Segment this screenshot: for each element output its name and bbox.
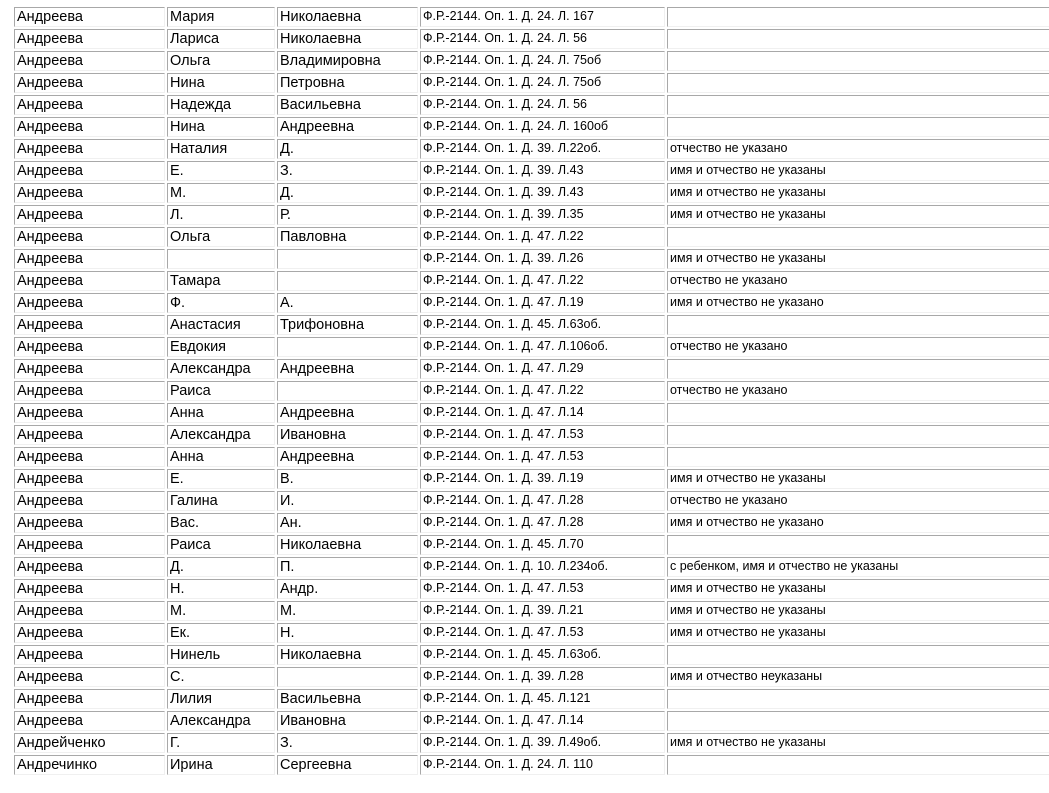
table-row bbox=[14, 425, 1049, 445]
archive-reference-cell: Ф.Р.-2144. Оп. 1. Д. 39. Л.19 bbox=[420, 469, 665, 489]
note-cell bbox=[667, 535, 1049, 555]
surname-cell: Андреева bbox=[14, 645, 165, 665]
patronymic-cell: Петровна bbox=[277, 73, 418, 93]
surname-cell: Андреева bbox=[14, 29, 165, 49]
table-row bbox=[14, 227, 1049, 247]
note-cell: имя и отчество неуказаны bbox=[667, 667, 1049, 687]
first-name-cell: Александра bbox=[167, 711, 275, 731]
table-row bbox=[14, 205, 1049, 225]
surname-cell: Андреева bbox=[14, 381, 165, 401]
table-row bbox=[14, 689, 1049, 709]
archive-reference-cell: Ф.Р.-2144. Оп. 1. Д. 39. Л.22об. bbox=[420, 139, 665, 159]
patronymic-cell: В. bbox=[277, 469, 418, 489]
patronymic-cell: Андреевна bbox=[277, 359, 418, 379]
surname-cell: Андречинко bbox=[14, 755, 165, 775]
archive-reference-cell: Ф.Р.-2144. Оп. 1. Д. 47. Л.22 bbox=[420, 271, 665, 291]
patronymic-cell: Васильевна bbox=[277, 95, 418, 115]
note-cell: отчество не указано bbox=[667, 271, 1049, 291]
table-row bbox=[14, 535, 1049, 555]
note-cell: с ребенком, имя и отчество не указаны bbox=[667, 557, 1049, 577]
note-cell: отчество не указано bbox=[667, 337, 1049, 357]
first-name-cell: Анастасия bbox=[167, 315, 275, 335]
note-cell: отчество не указано bbox=[667, 139, 1049, 159]
first-name-cell: М. bbox=[167, 183, 275, 203]
table-row bbox=[14, 183, 1049, 203]
archive-reference-cell: Ф.Р.-2144. Оп. 1. Д. 24. Л. 56 bbox=[420, 95, 665, 115]
surname-cell: Андреева bbox=[14, 271, 165, 291]
table-row bbox=[14, 73, 1049, 93]
surname-cell: Андреева bbox=[14, 337, 165, 357]
table-row bbox=[14, 667, 1049, 687]
patronymic-cell: Д. bbox=[277, 183, 418, 203]
first-name-cell: Ф. bbox=[167, 293, 275, 313]
archive-reference-cell: Ф.Р.-2144. Оп. 1. Д. 39. Л.43 bbox=[420, 161, 665, 181]
surname-cell: Андреева bbox=[14, 161, 165, 181]
note-cell bbox=[667, 117, 1049, 137]
patronymic-cell: Павловна bbox=[277, 227, 418, 247]
surname-cell: Андреева bbox=[14, 315, 165, 335]
first-name-cell: Е. bbox=[167, 161, 275, 181]
first-name-cell: Д. bbox=[167, 557, 275, 577]
archive-reference-cell: Ф.Р.-2144. Оп. 1. Д. 10. Л.234об. bbox=[420, 557, 665, 577]
first-name-cell: Анна bbox=[167, 403, 275, 423]
patronymic-cell bbox=[277, 249, 418, 269]
archive-reference-cell: Ф.Р.-2144. Оп. 1. Д. 47. Л.19 bbox=[420, 293, 665, 313]
archive-reference-cell: Ф.Р.-2144. Оп. 1. Д. 39. Л.43 bbox=[420, 183, 665, 203]
table-row bbox=[14, 51, 1049, 71]
note-cell bbox=[667, 315, 1049, 335]
note-cell: имя и отчество не указаны bbox=[667, 623, 1049, 643]
table-row bbox=[14, 491, 1049, 511]
table-row bbox=[14, 7, 1049, 27]
first-name-cell: Вас. bbox=[167, 513, 275, 533]
surname-cell: Андреева bbox=[14, 447, 165, 467]
table-row bbox=[14, 139, 1049, 159]
patronymic-cell: Владимировна bbox=[277, 51, 418, 71]
patronymic-cell: Васильевна bbox=[277, 689, 418, 709]
first-name-cell: Л. bbox=[167, 205, 275, 225]
patronymic-cell: Д. bbox=[277, 139, 418, 159]
note-cell: отчество не указано bbox=[667, 491, 1049, 511]
patronymic-cell: Андр. bbox=[277, 579, 418, 599]
patronymic-cell bbox=[277, 271, 418, 291]
patronymic-cell: Ан. bbox=[277, 513, 418, 533]
note-cell bbox=[667, 227, 1049, 247]
note-cell: имя и отчество не указаны bbox=[667, 733, 1049, 753]
patronymic-cell bbox=[277, 337, 418, 357]
note-cell: имя и отчество не указано bbox=[667, 513, 1049, 533]
surname-cell: Андреева bbox=[14, 293, 165, 313]
note-cell bbox=[667, 645, 1049, 665]
patronymic-cell bbox=[277, 667, 418, 687]
first-name-cell: Тамара bbox=[167, 271, 275, 291]
first-name-cell: Раиса bbox=[167, 381, 275, 401]
table-row bbox=[14, 601, 1049, 621]
patronymic-cell: Р. bbox=[277, 205, 418, 225]
surname-cell: Андреева bbox=[14, 557, 165, 577]
note-cell: имя и отчество не указаны bbox=[667, 183, 1049, 203]
note-cell: имя и отчество не указаны bbox=[667, 161, 1049, 181]
patronymic-cell: А. bbox=[277, 293, 418, 313]
surname-cell: Андреева bbox=[14, 513, 165, 533]
note-cell bbox=[667, 447, 1049, 467]
first-name-cell: Лариса bbox=[167, 29, 275, 49]
first-name-cell: Нина bbox=[167, 73, 275, 93]
archive-reference-cell: Ф.Р.-2144. Оп. 1. Д. 47. Л.28 bbox=[420, 491, 665, 511]
surname-cell: Андреева bbox=[14, 491, 165, 511]
patronymic-cell: М. bbox=[277, 601, 418, 621]
patronymic-cell: Николаевна bbox=[277, 7, 418, 27]
first-name-cell: Анна bbox=[167, 447, 275, 467]
archive-reference-cell: Ф.Р.-2144. Оп. 1. Д. 47. Л.106об. bbox=[420, 337, 665, 357]
note-cell bbox=[667, 425, 1049, 445]
first-name-cell: Н. bbox=[167, 579, 275, 599]
surname-cell: Андреева bbox=[14, 117, 165, 137]
note-cell: имя и отчество не указаны bbox=[667, 249, 1049, 269]
archive-reference-cell: Ф.Р.-2144. Оп. 1. Д. 39. Л.49об. bbox=[420, 733, 665, 753]
note-cell: имя и отчество не указаны bbox=[667, 469, 1049, 489]
table-row bbox=[14, 337, 1049, 357]
first-name-cell: Раиса bbox=[167, 535, 275, 555]
first-name-cell: Ек. bbox=[167, 623, 275, 643]
note-cell: имя и отчество не указаны bbox=[667, 601, 1049, 621]
table-row bbox=[14, 315, 1049, 335]
note-cell: имя и отчество не указаны bbox=[667, 205, 1049, 225]
archive-reference-cell: Ф.Р.-2144. Оп. 1. Д. 24. Л. 160об bbox=[420, 117, 665, 137]
patronymic-cell: Николаевна bbox=[277, 29, 418, 49]
surname-cell: Андрейченко bbox=[14, 733, 165, 753]
first-name-cell: Г. bbox=[167, 733, 275, 753]
surname-cell: Андреева bbox=[14, 623, 165, 643]
first-name-cell: Е. bbox=[167, 469, 275, 489]
note-cell bbox=[667, 51, 1049, 71]
surname-cell: Андреева bbox=[14, 51, 165, 71]
table-row bbox=[14, 447, 1049, 467]
surname-cell: Андреева bbox=[14, 227, 165, 247]
table-row bbox=[14, 755, 1049, 775]
note-cell bbox=[667, 403, 1049, 423]
surname-cell: Андреева bbox=[14, 95, 165, 115]
archive-reference-cell: Ф.Р.-2144. Оп. 1. Д. 47. Л.53 bbox=[420, 425, 665, 445]
first-name-cell bbox=[167, 249, 275, 269]
table-row bbox=[14, 733, 1049, 753]
archive-reference-cell: Ф.Р.-2144. Оп. 1. Д. 45. Л.121 bbox=[420, 689, 665, 709]
archive-reference-cell: Ф.Р.-2144. Оп. 1. Д. 47. Л.14 bbox=[420, 711, 665, 731]
patronymic-cell: Н. bbox=[277, 623, 418, 643]
first-name-cell: Ольга bbox=[167, 51, 275, 71]
table-row bbox=[14, 95, 1049, 115]
archive-reference-cell: Ф.Р.-2144. Оп. 1. Д. 47. Л.28 bbox=[420, 513, 665, 533]
surname-cell: Андреева bbox=[14, 579, 165, 599]
records-table bbox=[12, 5, 1049, 777]
patronymic-cell: Николаевна bbox=[277, 535, 418, 555]
note-cell bbox=[667, 73, 1049, 93]
surname-cell: Андреева bbox=[14, 601, 165, 621]
table-row bbox=[14, 557, 1049, 577]
table-row bbox=[14, 711, 1049, 731]
table-row bbox=[14, 249, 1049, 269]
surname-cell: Андреева bbox=[14, 469, 165, 489]
table-row bbox=[14, 29, 1049, 49]
archive-reference-cell: Ф.Р.-2144. Оп. 1. Д. 24. Л. 110 bbox=[420, 755, 665, 775]
archive-reference-cell: Ф.Р.-2144. Оп. 1. Д. 24. Л. 75об bbox=[420, 73, 665, 93]
table-row bbox=[14, 161, 1049, 181]
first-name-cell: Мария bbox=[167, 7, 275, 27]
first-name-cell: С. bbox=[167, 667, 275, 687]
records-body bbox=[14, 7, 1049, 775]
note-cell bbox=[667, 755, 1049, 775]
table-row bbox=[14, 381, 1049, 401]
archive-reference-cell: Ф.Р.-2144. Оп. 1. Д. 24. Л. 56 bbox=[420, 29, 665, 49]
first-name-cell: Ольга bbox=[167, 227, 275, 247]
patronymic-cell: Трифоновна bbox=[277, 315, 418, 335]
archive-reference-cell: Ф.Р.-2144. Оп. 1. Д. 47. Л.53 bbox=[420, 579, 665, 599]
first-name-cell: Наталия bbox=[167, 139, 275, 159]
patronymic-cell: П. bbox=[277, 557, 418, 577]
note-cell bbox=[667, 29, 1049, 49]
archive-reference-cell: Ф.Р.-2144. Оп. 1. Д. 39. Л.26 bbox=[420, 249, 665, 269]
first-name-cell: Александра bbox=[167, 425, 275, 445]
archive-reference-cell: Ф.Р.-2144. Оп. 1. Д. 39. Л.35 bbox=[420, 205, 665, 225]
patronymic-cell: Андреевна bbox=[277, 403, 418, 423]
first-name-cell: Галина bbox=[167, 491, 275, 511]
table-row bbox=[14, 271, 1049, 291]
table-row bbox=[14, 359, 1049, 379]
note-cell: имя и отчество не указаны bbox=[667, 579, 1049, 599]
table-row bbox=[14, 623, 1049, 643]
surname-cell: Андреева bbox=[14, 689, 165, 709]
note-cell bbox=[667, 711, 1049, 731]
surname-cell: Андреева bbox=[14, 7, 165, 27]
archive-reference-cell: Ф.Р.-2144. Оп. 1. Д. 45. Л.70 bbox=[420, 535, 665, 555]
table-row bbox=[14, 403, 1049, 423]
archive-reference-cell: Ф.Р.-2144. Оп. 1. Д. 39. Л.28 bbox=[420, 667, 665, 687]
surname-cell: Андреева bbox=[14, 183, 165, 203]
surname-cell: Андреева bbox=[14, 205, 165, 225]
archive-reference-cell: Ф.Р.-2144. Оп. 1. Д. 45. Л.63об. bbox=[420, 645, 665, 665]
patronymic-cell: И. bbox=[277, 491, 418, 511]
surname-cell: Андреева bbox=[14, 139, 165, 159]
first-name-cell: Нинель bbox=[167, 645, 275, 665]
table-row bbox=[14, 645, 1049, 665]
first-name-cell: Лилия bbox=[167, 689, 275, 709]
first-name-cell: Александра bbox=[167, 359, 275, 379]
first-name-cell: Ирина bbox=[167, 755, 275, 775]
archive-reference-cell: Ф.Р.-2144. Оп. 1. Д. 45. Л.63об. bbox=[420, 315, 665, 335]
archive-reference-cell: Ф.Р.-2144. Оп. 1. Д. 47. Л.29 bbox=[420, 359, 665, 379]
table-row bbox=[14, 579, 1049, 599]
patronymic-cell: Сергеевна bbox=[277, 755, 418, 775]
first-name-cell: Нина bbox=[167, 117, 275, 137]
table-row bbox=[14, 513, 1049, 533]
table-row bbox=[14, 469, 1049, 489]
archive-reference-cell: Ф.Р.-2144. Оп. 1. Д. 47. Л.22 bbox=[420, 381, 665, 401]
patronymic-cell: Ивановна bbox=[277, 425, 418, 445]
archive-reference-cell: Ф.Р.-2144. Оп. 1. Д. 39. Л.21 bbox=[420, 601, 665, 621]
surname-cell: Андреева bbox=[14, 359, 165, 379]
surname-cell: Андреева bbox=[14, 667, 165, 687]
patronymic-cell: Николаевна bbox=[277, 645, 418, 665]
surname-cell: Андреева bbox=[14, 425, 165, 445]
patronymic-cell bbox=[277, 381, 418, 401]
surname-cell: Андреева bbox=[14, 403, 165, 423]
surname-cell: Андреева bbox=[14, 73, 165, 93]
archive-reference-cell: Ф.Р.-2144. Оп. 1. Д. 47. Л.53 bbox=[420, 623, 665, 643]
archive-reference-cell: Ф.Р.-2144. Оп. 1. Д. 24. Л. 167 bbox=[420, 7, 665, 27]
archive-reference-cell: Ф.Р.-2144. Оп. 1. Д. 47. Л.53 bbox=[420, 447, 665, 467]
patronymic-cell: Андреевна bbox=[277, 117, 418, 137]
first-name-cell: Евдокия bbox=[167, 337, 275, 357]
first-name-cell: М. bbox=[167, 601, 275, 621]
patronymic-cell: Андреевна bbox=[277, 447, 418, 467]
note-cell bbox=[667, 7, 1049, 27]
archive-reference-cell: Ф.Р.-2144. Оп. 1. Д. 47. Л.22 bbox=[420, 227, 665, 247]
table-row bbox=[14, 117, 1049, 137]
table-row bbox=[14, 293, 1049, 313]
note-cell: имя и отчество не указано bbox=[667, 293, 1049, 313]
first-name-cell: Надежда bbox=[167, 95, 275, 115]
surname-cell: Андреева bbox=[14, 535, 165, 555]
patronymic-cell: З. bbox=[277, 733, 418, 753]
note-cell bbox=[667, 95, 1049, 115]
surname-cell: Андреева bbox=[14, 711, 165, 731]
note-cell bbox=[667, 689, 1049, 709]
note-cell bbox=[667, 359, 1049, 379]
patronymic-cell: Ивановна bbox=[277, 711, 418, 731]
note-cell: отчество не указано bbox=[667, 381, 1049, 401]
archive-reference-cell: Ф.Р.-2144. Оп. 1. Д. 47. Л.14 bbox=[420, 403, 665, 423]
surname-cell: Андреева bbox=[14, 249, 165, 269]
patronymic-cell: З. bbox=[277, 161, 418, 181]
archive-reference-cell: Ф.Р.-2144. Оп. 1. Д. 24. Л. 75об bbox=[420, 51, 665, 71]
